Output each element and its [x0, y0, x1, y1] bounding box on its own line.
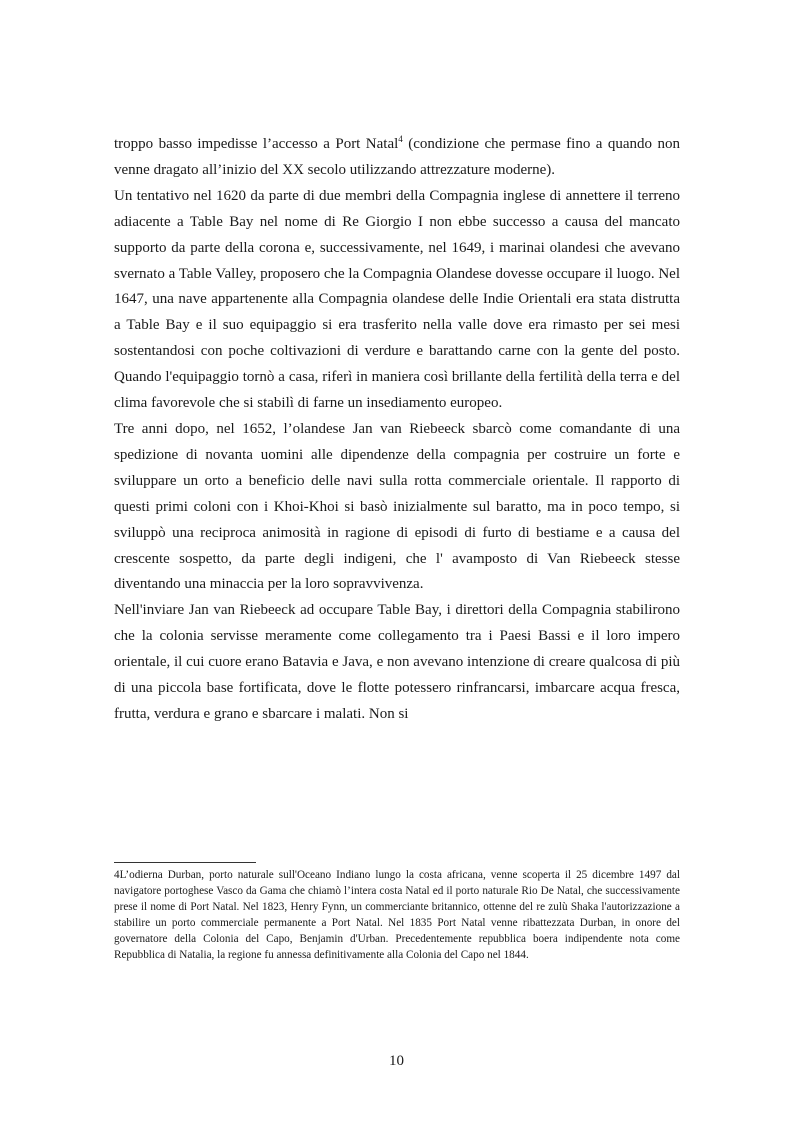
footnote-reference: 4: [398, 134, 403, 144]
footnote: 4L’odierna Durban, porto naturale sull'Oceano Indiano lungo la costa africana, venne scoperta il 25 dicembre 1497 dal navigatore portoghese Vasco da Gama che chiamò l’intera costa Natal ed il porto naturale Rio De Natal, che successivamente prese il nome di Port Natal. Nel 1823, Henry Fynn, un commerciante britannico, ottenne del re zulù Shaka l'autorizzazione a stabilire un porto commerciale permanente a Port Natal. Nel 1835 Port Natal venne ribattezzata Durban, in onore del governatore della Colonia del Capo, Benjamin d'Urban. Precedentemente repubblica boera indipendente nota come Repubblica di Natalia, la regione fu annessa definitivamente alla Colonia del Capo nel 1844.: [114, 869, 680, 961]
paragraph-1-text-end: (condizione che permase fino a quando non venne dragato all’inizio del XX secolo utilizzando attrezzature moderne).: [114, 136, 680, 178]
paragraph-3: Tre anni dopo, nel 1652, l’olandese Jan van Riebeeck sbarcò come comandante di una spedizione di novanta uomini alle dipendenze della compagnia per costruire un forte e sviluppare un orto a beneficio delle navi sulla rotta commerciale orientale. Il rapporto di questi primi coloni con i Khoi-Khoi si basò inizialmente sul baratto, ma in poco tempo, si sviluppò una reciproca animosità in ragione di episodi di furto di bestiame e a causa del crescente sospetto, da parte degli indigeni, che l' avamposto di Van Riebeeck stesse diventando una minaccia per la loro sopravvivenza.: [114, 420, 680, 593]
page-number: 10: [389, 1053, 404, 1069]
paragraph-1-text-start: troppo basso impedisse l’accesso a Port Natal: [114, 136, 399, 152]
footnote-separator: [114, 862, 256, 863]
paragraph-2: Un tentativo nel 1620 da parte di due membri della Compagnia inglese di annettere il terreno adiacente a Table Bay nel nome di Re Giorgio I non ebbe successo a causa del mancato supporto da parte della corona e, successivamente, nel 1649, i marinai olandesi che avevano svernato a Table Valley, proposero che la Compagnia Olandese dovesse occupare il luogo. Nel 1647, una nave appartenente alla Compagnia olandese delle Indie Orientali era stata distrutta a Table Bay e il suo equipaggio si era trasferito nella valle dove era rimasto per sei mesi sostentandosi con poche coltivazioni di verdure e barattando carne con la gente del posto. Quando l'equipaggio tornò a casa, riferì in maniera così brillante della fertilità della terra e del clima favorevole che si stabilì di farne un insediamento europeo.: [114, 187, 680, 412]
paragraph-1: [114, 132, 680, 184]
body-text: [114, 132, 680, 728]
paragraph-4: Nell'inviare Jan van Riebeeck ad occupare Table Bay, i direttori della Compagnia stabilirono che la colonia servisse meramente come collegamento tra i Paesi Bassi e il loro impero orientale, il cui cuore erano Batavia e Java, e non avevano intenzione di creare qualcosa di più di una piccola base fortificata, dove le flotte potessero rinfrancarsi, imbarcare acqua fresca, frutta, verdura e grano e sbarcare i malati. Non si: [114, 602, 680, 722]
